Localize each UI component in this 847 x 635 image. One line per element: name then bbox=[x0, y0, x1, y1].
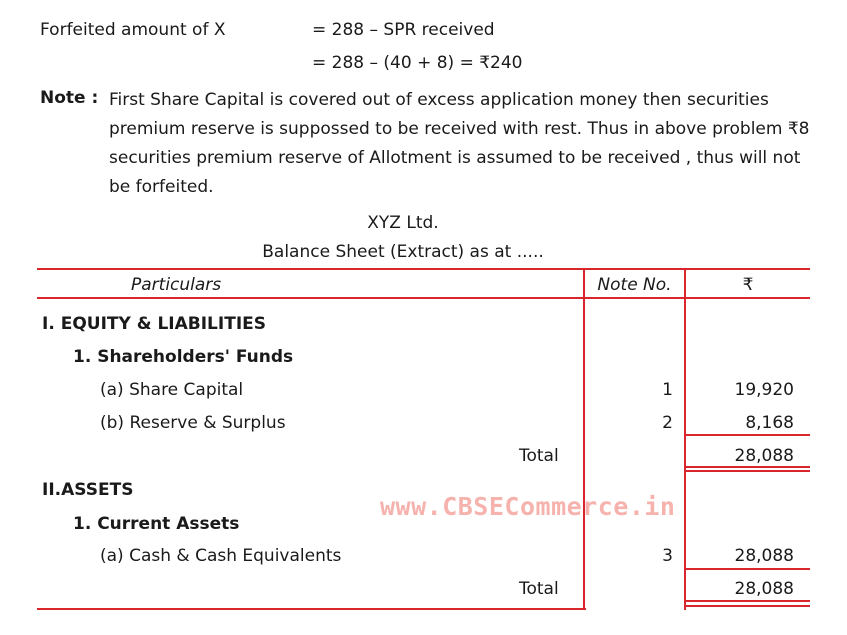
watermark: www.CBSECommerce.in bbox=[380, 492, 676, 521]
total-rule-2b bbox=[686, 605, 810, 607]
subtotal-rule-2 bbox=[686, 568, 810, 570]
table-top-rule bbox=[37, 268, 810, 270]
row-note: 1 bbox=[662, 380, 673, 400]
row-amount: 19,920 bbox=[734, 380, 794, 400]
working-line-2: = 288 – (40 + 8) = ₹240 bbox=[312, 53, 523, 73]
header-amount: ₹ bbox=[742, 275, 754, 295]
total-amount: 28,088 bbox=[734, 579, 794, 599]
header-particulars: Particulars bbox=[131, 275, 222, 295]
header-note-no: Note No. bbox=[597, 275, 672, 295]
total-rule-1b bbox=[686, 470, 810, 472]
subtotal-rule-1 bbox=[686, 434, 810, 436]
working-line-1: = 288 – SPR received bbox=[312, 20, 495, 40]
note-text: First Share Capital is covered out of excess application money then securities premium reserve is suppossed to be received with rest. Thus in above problem ₹8 securities premium reserve of Allotment is assumed to be received , thus will not be forfeited. bbox=[109, 90, 810, 197]
total-label: Total bbox=[519, 579, 559, 599]
row-label: (a) Cash & Cash Equivalents bbox=[100, 546, 342, 566]
row-note: 3 bbox=[662, 546, 673, 566]
header-bottom-rule bbox=[37, 297, 810, 299]
total-label: Total bbox=[519, 446, 559, 466]
subsection-shareholders-funds: 1. Shareholders' Funds bbox=[73, 347, 294, 367]
row-amount: 28,088 bbox=[734, 546, 794, 566]
total-rule-1a bbox=[686, 466, 810, 468]
company-name: XYZ Ltd. bbox=[367, 213, 439, 233]
row-amount: 8,168 bbox=[745, 413, 794, 433]
section-assets: II.ASSETS bbox=[42, 480, 134, 500]
row-label: (a) Share Capital bbox=[100, 380, 244, 400]
total-amount: 28,088 bbox=[734, 446, 794, 466]
note-label: Note : bbox=[40, 88, 99, 108]
section-equity-liabilities: I. EQUITY & LIABILITIES bbox=[42, 314, 266, 334]
forfeited-label: Forfeited amount of X bbox=[40, 20, 226, 40]
table-bottom-rule bbox=[37, 608, 586, 610]
balance-sheet-title: Balance Sheet (Extract) as at ..... bbox=[262, 242, 544, 262]
row-note: 2 bbox=[662, 413, 673, 433]
subsection-current-assets: 1. Current Assets bbox=[73, 514, 240, 534]
row-label: (b) Reserve & Surplus bbox=[100, 413, 286, 433]
total-rule-2a bbox=[686, 600, 810, 602]
